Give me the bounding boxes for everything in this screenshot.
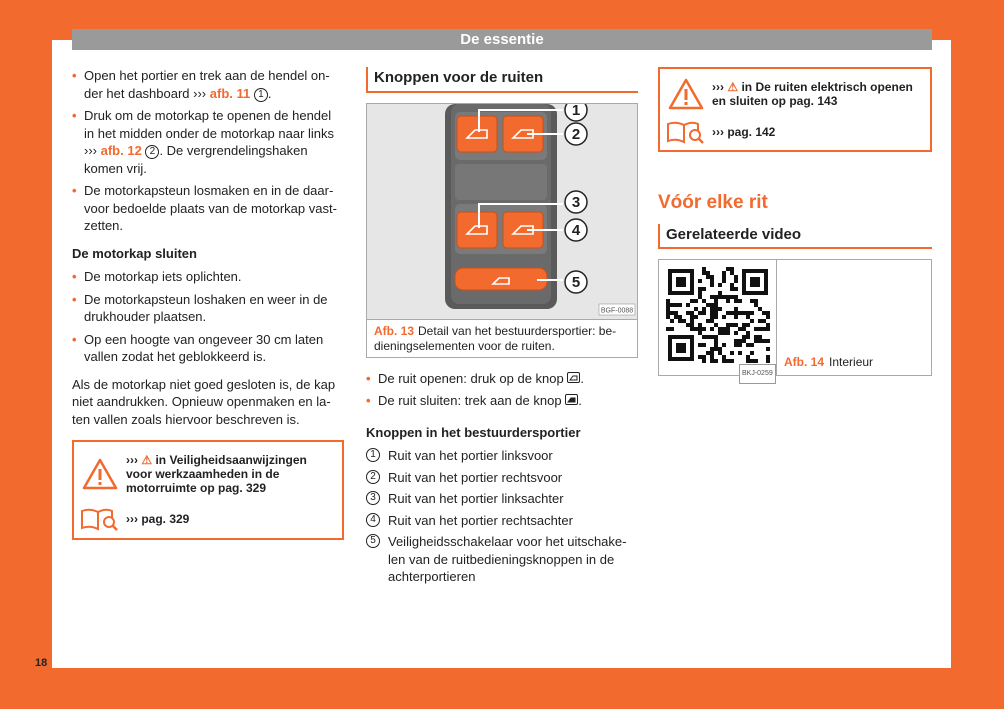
qr-module [742,339,746,343]
qr-module [758,319,762,323]
qr-module [758,339,762,343]
subheading: Knoppen in het bestuurdersportier [366,424,581,440]
qr-module [706,351,710,355]
callout-2-label: 2 [571,125,581,143]
window-button-3 [457,212,497,248]
warning-box [658,67,932,152]
qr-module [762,319,766,323]
qr-module [714,303,718,307]
qr-module [718,283,722,287]
qr-module [730,267,734,271]
qr-module [754,359,758,363]
window-close-icon [565,393,578,408]
subheading: De motorkap sluiten [72,245,197,261]
qr-module [702,327,706,331]
qr-module [702,267,706,271]
qr-module [698,327,702,331]
qr-module [718,331,722,335]
qr-module [710,315,714,319]
list-item: • De motorkapsteun loshaken en weer in de drukhouder plaatsen. [72,291,344,326]
more-arrow: ››› [193,85,207,101]
qr-module [714,359,718,363]
qr-module [698,287,702,291]
column-left [72,67,344,540]
qr-module [714,311,718,315]
qr-module [714,307,718,311]
qr-module [674,315,678,319]
qr-module [694,315,698,319]
qr-module [678,315,682,319]
callout-3-label: 3 [571,193,581,211]
qr-module [694,299,698,303]
qr-module [746,355,750,359]
qr-module [746,343,750,347]
list-item: 1 Ruit van het portier linksvoor [366,447,638,465]
video-code: BKJ-0259 [739,364,776,384]
qr-module [710,303,714,307]
qr-module [666,307,670,311]
qr-module [742,323,746,327]
qr-module [726,327,730,331]
qr-module [706,319,710,323]
qr-module [702,355,706,359]
qr-module [706,303,710,307]
qr-module [690,319,694,323]
qr-module [678,303,682,307]
qr-module [674,303,678,307]
qr-module [718,327,722,331]
qr-module [666,311,670,315]
qr-module [734,279,738,283]
qr-module [698,331,702,335]
qr-module [766,327,770,331]
page-header: De essentie [72,29,932,50]
qr-module [738,343,742,347]
qr-module [690,311,694,315]
qr-module [706,275,710,279]
qr-module [702,343,706,347]
qr-module [698,343,702,347]
qr-module [714,335,718,339]
book-search-icon [660,119,712,145]
qr-module [734,311,738,315]
figure-link[interactable]: afb. 12 [100,143,142,158]
qr-module [750,351,754,355]
more-arrow: ››› [84,143,97,158]
warning-link[interactable]: in De ruiten elektrisch openen en sluiten op pag. 143 [712,80,913,108]
figure-label: Afb. 13 [374,323,415,338]
qr-module [766,311,770,315]
qr-module [726,295,730,299]
qr-module [722,331,726,335]
book-search-icon [74,506,126,532]
callout-number: 1 [254,88,268,102]
qr-module [738,339,742,343]
qr-module [730,359,734,363]
qr-module [670,327,674,331]
qr-module [686,323,690,327]
list-item: • De motorkapsteun losmaken en in de daar-voor bedoelde plaats van de motorkap vast-zetten. [72,182,344,235]
qr-module [722,355,726,359]
qr-module [730,283,734,287]
qr-module [722,295,726,299]
qr-module [690,315,694,319]
qr-module [698,355,702,359]
qr-module [710,359,714,363]
qr-module [714,315,718,319]
qr-module [726,331,730,335]
qr-module [742,335,746,339]
qr-module [714,323,718,327]
list-item: 5 Veiligheidsschakelaar voor het uitschake-len van de ruitbedieningsknoppen in de achterportieren [366,533,638,586]
qr-module [670,303,674,307]
qr-module [714,339,718,343]
warning-box [72,440,344,540]
qr-module [766,347,770,351]
qr-module [734,331,738,335]
figure-label: Afb. 14 [784,354,825,369]
qr-module [766,359,770,363]
qr-module [678,319,682,323]
qr-module [722,327,726,331]
qr-module [742,327,746,331]
paragraph: Als de motorkap niet goed gesloten is, de kap niet aandrukken. Opnieuw openmaken en la-ten vallen zoals hiervoor beschreven is. [72,376,336,427]
qr-module [710,311,714,315]
qr-module [754,327,758,331]
qr-module [734,299,738,303]
list-item: • Open het portier en trek aan de hendel on-der het dashboard ››› afb. 11 1 . [72,67,344,102]
qr-module [690,327,694,331]
qr-module [714,299,718,303]
qr-module [718,291,722,295]
qr-module [722,275,726,279]
callout-5-label: 5 [571,273,581,291]
qr-module [734,339,738,343]
qr-module [666,327,670,331]
qr-module [754,303,758,307]
qr-module [674,311,678,315]
qr-module [730,323,734,327]
qr-module [710,275,714,279]
more-arrow: ››› [126,453,138,467]
video-caption: Afb. 14 Interieur [777,260,931,375]
qr-module [702,271,706,275]
qr-module [766,315,770,319]
qr-module [746,311,750,315]
qr-module [698,295,702,299]
qr-module [722,343,726,347]
qr-module [738,299,742,303]
list-item: • Druk om de motorkap te openen de hendel in het midden onder de motorkap naar links ››› afb. 12 2 . De vergrendelingshaken komen vrij. [72,107,344,177]
callout-number: 2 [145,145,159,159]
qr-module [686,303,690,307]
qr-module [734,315,738,319]
qr-module [702,311,706,315]
qr-module [750,299,754,303]
qr-module [726,359,730,363]
qr-module [762,311,766,315]
qr-module [726,311,730,315]
qr-module [718,351,722,355]
qr-module [702,299,706,303]
qr-module [766,339,770,343]
qr-module [750,319,754,323]
qr-module [738,311,742,315]
figure-caption: Afb. 13 Detail van het bestuurdersportier: be-dieningselementen voor de ruiten. [367,319,637,357]
small-warning-icon: ⚠ [141,453,153,467]
list-item: • Op een hoogte van ongeveer 30 cm laten vallen zodat het geblokkeerd is. [72,331,344,366]
callout-1-label: 1 [571,103,581,119]
qr-module [750,343,754,347]
list-item: • De ruit openen: druk op de knop . [366,370,638,388]
qr-module [714,347,718,351]
qr-module [702,335,706,339]
column-middle [366,67,638,590]
qr-module [670,319,674,323]
column-right [658,67,932,376]
qr-module [730,311,734,315]
qr-module [746,315,750,319]
qr-module [694,327,698,331]
qr-module [718,307,722,311]
qr-module [758,307,762,311]
qr-module [710,351,714,355]
qr-module [710,295,714,299]
qr-module [754,339,758,343]
qr-module [734,307,738,311]
qr-module [730,295,734,299]
qr-module [690,299,694,303]
qr-module [710,355,714,359]
qr-module [734,275,738,279]
qr-module [722,279,726,283]
qr-module [710,327,714,331]
qr-module [714,343,718,347]
qr-module [666,299,670,303]
qr-module [706,335,710,339]
list-item: 4 Ruit van het portier rechtsachter [366,512,638,530]
more-arrow: ››› [712,80,724,94]
qr-module [698,311,702,315]
qr-module [698,291,702,295]
qr-module [702,359,706,363]
qr-module [762,327,766,331]
qr-module [766,355,770,359]
warning-link[interactable]: in Veiligheidsaanwijzingen voor werkzaamheden in de motorruimte op pag. 329 [126,453,307,495]
qr-module [690,323,694,327]
video-heading: Gerelateerde video [658,224,932,250]
qr-module [730,271,734,275]
qr-module [726,299,730,303]
qr-module [738,327,742,331]
warning-icon [660,78,712,110]
qr-module [682,319,686,323]
qr-module [718,295,722,299]
list-item: • De motorkap iets oplichten. [72,268,344,286]
qr-module [726,267,730,271]
qr-module [666,303,670,307]
qr-module [722,359,726,363]
safety-switch-5 [455,268,547,290]
qr-module [746,331,750,335]
figure-code: BGF-0088 [600,307,634,314]
qr-module [738,351,742,355]
page-reference-link[interactable]: ››› pag. 142 [712,125,776,139]
qr-module [698,279,702,283]
qr-module [746,323,750,327]
page-reference-link[interactable]: ››› pag. 329 [126,512,190,526]
page-number: 18 [35,657,48,669]
qr-module [710,307,714,311]
window-button-1 [457,116,497,152]
small-warning-icon: ⚠ [727,80,739,94]
qr-module [706,271,710,275]
qr-module [734,323,738,327]
qr-code[interactable] [659,260,777,375]
qr-module [722,315,726,319]
window-switch-illustration [367,104,637,319]
qr-module [722,271,726,275]
numbered-list [366,447,638,586]
qr-module [702,287,706,291]
list-item: 2 Ruit van het portier rechtsvoor [366,469,638,487]
callout-4-label: 4 [571,221,581,239]
qr-module [718,347,722,351]
qr-module [702,307,706,311]
qr-module [686,311,690,315]
qr-module [666,315,670,319]
qr-module [758,335,762,339]
qr-module [730,351,734,355]
qr-module [714,295,718,299]
qr-module [734,295,738,299]
qr-module [710,279,714,283]
qr-module [746,359,750,363]
qr-module [730,287,734,291]
qr-module [710,347,714,351]
qr-module [710,283,714,287]
video-figure[interactable] [658,259,932,376]
warning-icon [74,458,126,490]
qr-module [754,335,758,339]
qr-module [734,287,738,291]
qr-module [766,323,770,327]
list-item: 3 Ruit van het portier linksachter [366,490,638,508]
qr-module [726,323,730,327]
qr-module [762,339,766,343]
qr-module [710,335,714,339]
qr-module [734,343,738,347]
qr-module [742,311,746,315]
section-heading: Vóór elke rit [658,192,768,213]
section-title: Knoppen voor de ruiten [366,67,638,93]
qr-module [746,335,750,339]
qr-module [750,311,754,315]
list-item: • De ruit sluiten: trek aan de knop . [366,392,638,410]
qr-module [694,307,698,311]
window-open-icon [567,371,580,386]
qr-module [698,323,702,327]
qr-module [750,359,754,363]
figure-13 [366,103,638,358]
qr-module [758,327,762,331]
qr-module [710,319,714,323]
qr-module [670,311,674,315]
qr-module [754,299,758,303]
figure-link[interactable]: afb. 11 [209,85,251,101]
